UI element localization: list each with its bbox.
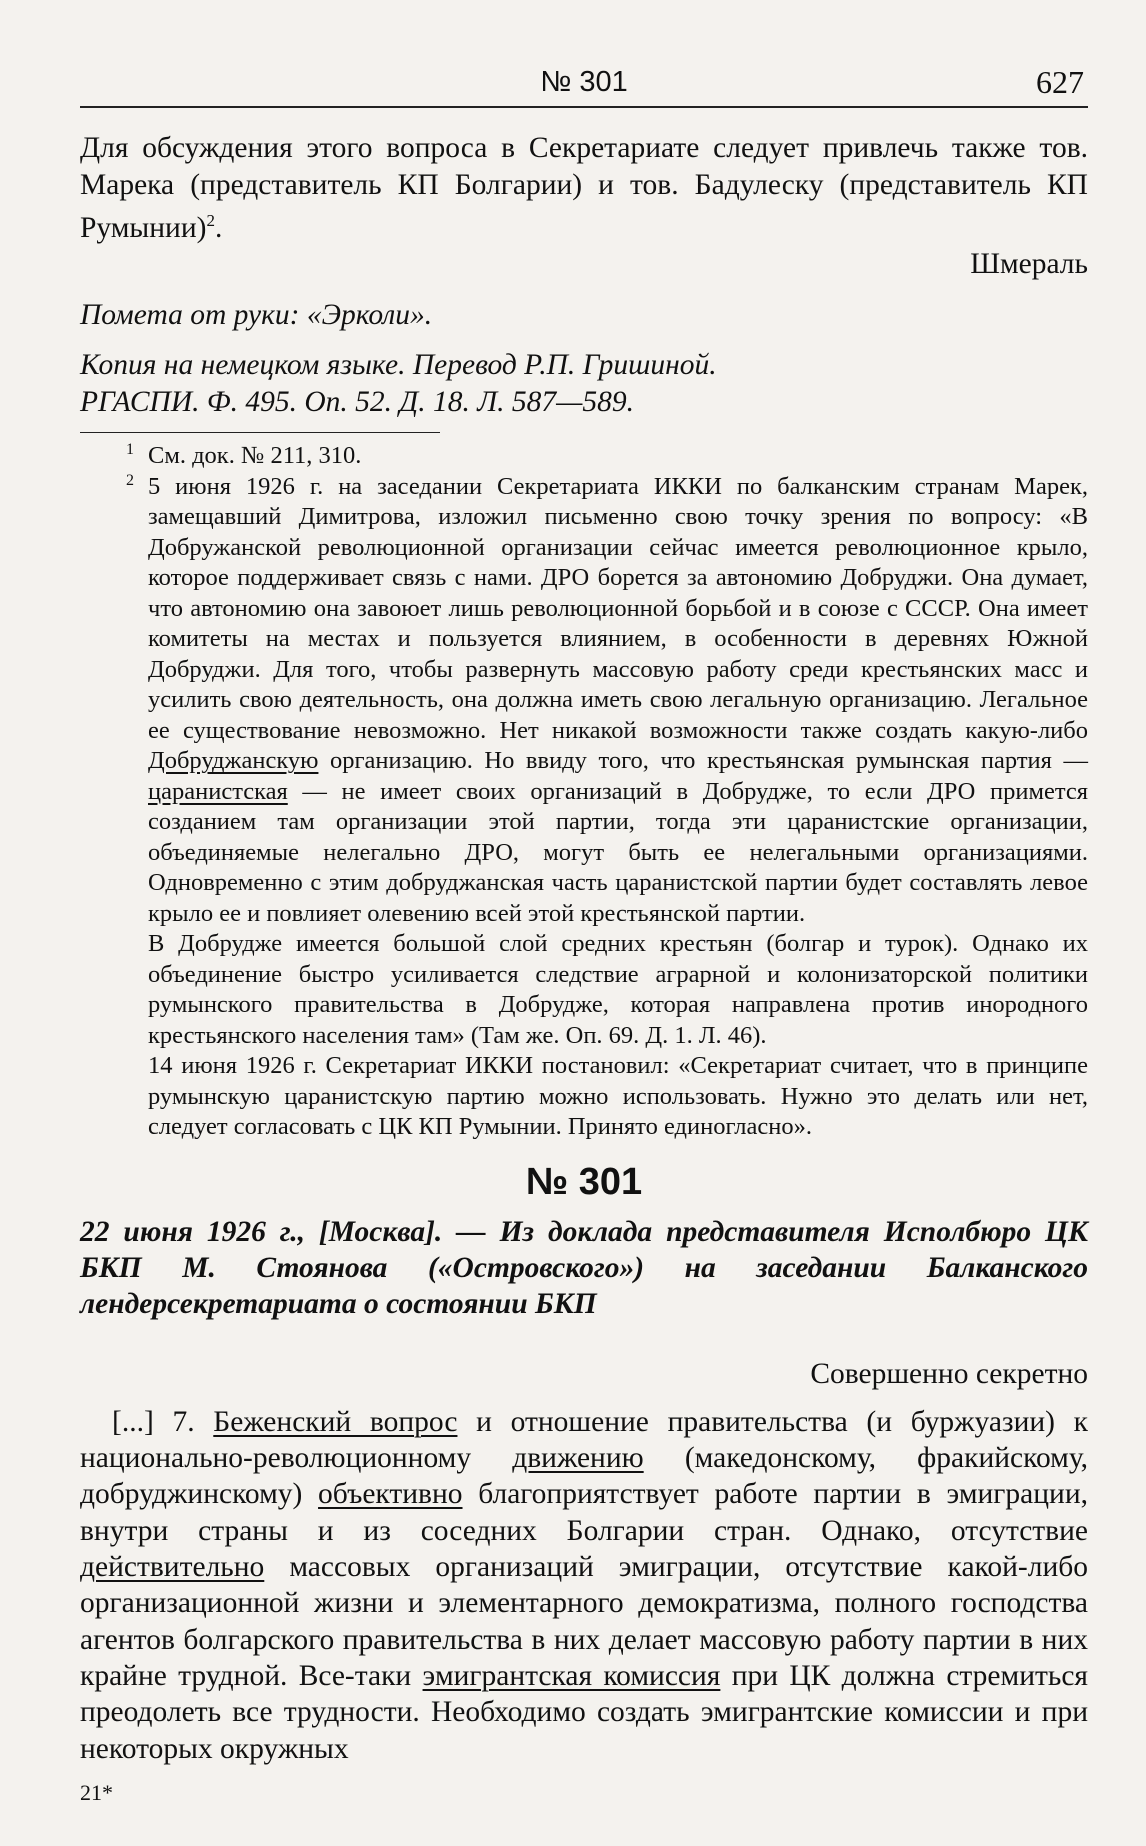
- signature: Шмераль: [970, 248, 1088, 281]
- document-heading: 22 июня 1926 г., [Москва]. — Из доклада представителя Исполбюро ЦК БКП М. Стоянова («Островского») на заседании Балканского лендерсекретариата о состоянии БКП: [80, 1215, 1088, 1320]
- footnotes: [80, 441, 1088, 1143]
- document-body: [...] 7. Беженский вопрос и отношение правительства (и буржуазии) к национально-революционному движению (македонскому, фракийскому, добруджинскому) объективно благоприятствует работе партии в эмиграции, внутри страны и из соседних Болгарии стран. Однако, отсутствие действительно массовых организаций эмиграции, отсутствие какой-либо организационной жизни и элементарного демократизма, полного господства агентов болгарского правительства в них делает массовую работу партии в них крайне трудной. Все-таки эмигрантская комиссия при ЦК должна стремиться преодолеть все трудности. Необходимо создать эмигрантские комиссии и при некоторых окружных: [80, 1405, 1088, 1765]
- footnote-2-paragraph-2: В Добрудже имеется большой слой средних крестьян (болгар и турок). Однако их объединение быстро усиливается следствие аграрной и колонизаторской политики румынского правительства в Добрудже, которая направлена против инородного крестьянского населения там» (Там же. Оп. 69. Д. 1. Л. 46).: [148, 930, 1088, 1049]
- running-head: [80, 60, 1088, 108]
- book-page: [80, 60, 1088, 1820]
- footnote-ref-2: 2: [206, 211, 215, 230]
- document-number: № 301: [525, 1160, 643, 1203]
- folio-signature: 21*: [80, 1780, 113, 1805]
- classification: Совершенно секретно: [810, 1357, 1088, 1390]
- source-line-1: Копия на немецком языке. Перевод Р.П. Гришиной.: [80, 349, 717, 382]
- running-head-doc-number: № 301: [540, 66, 628, 98]
- footnote-2: 2 5 июня 1926 г. на заседании Секретариата ИККИ по балканским странам Марек, замещавший Димитрова, изложил письменно свою точку зрения по вопросу: «В Добружанской революционной организации сейчас имеется революционное крыло, которое поддерживает связь с нами. ДРО борется за автономию Добруджи. Она думает, что автономию она завоюет лишь революционной борьбой и в союзе с СССР. Она имеет комитеты на местах и пользуется влиянием, в особенности в деревнях Южной Добруджи. Для того, чтобы развернуть массовую работу среди крестьянских масс и усилить свою деятельность, она должна иметь свою легальную организацию. Легальное ее существование невозможно. Нет никакой возможности также создать какую-либо Добруджанскую организацию. Но ввиду того, что крестьянская румынская партия — царанистская — не имеет своих организаций в Добрудже, то если ДРО примется созданием там организации этой партии, тогда эти царанистские организации, объединяемые нелегально ДРО, могут быть ее нелегальными организациями. Одновременно с этим добруджанская часть царанистской партии будет составлять левое крыло ее и повлияет олевению всей этой крестьянской партии.: [126, 471, 1088, 927]
- footnote-2-paragraph-3: 14 июня 1926 г. Секретариат ИККИ постановил: «Секретариат считает, что в принципе румынскую царанистскую партию можно использовать. Нужно это делать или нет, следует согласовать с ЦК КП Румынии. Принято единогласно».: [148, 1052, 1088, 1141]
- handwritten-note: Помета от руки: «Эрколи».: [80, 298, 433, 331]
- source-line-2: РГАСПИ. Ф. 495. Оп. 52. Д. 18. Л. 587—589.: [80, 385, 635, 418]
- page-number: 627: [1036, 64, 1084, 100]
- footnote-1: 1 См. док. № 211, 310.: [126, 441, 362, 470]
- top-paragraph: Для обсуждения этого вопроса в Секретариате следует привлечь также тов. Марека (представитель КП Болгарии) и тов. Бадулеску (представитель КП Румынии)$^2$.: [80, 132, 1088, 244]
- footnote-rule: [80, 432, 440, 433]
